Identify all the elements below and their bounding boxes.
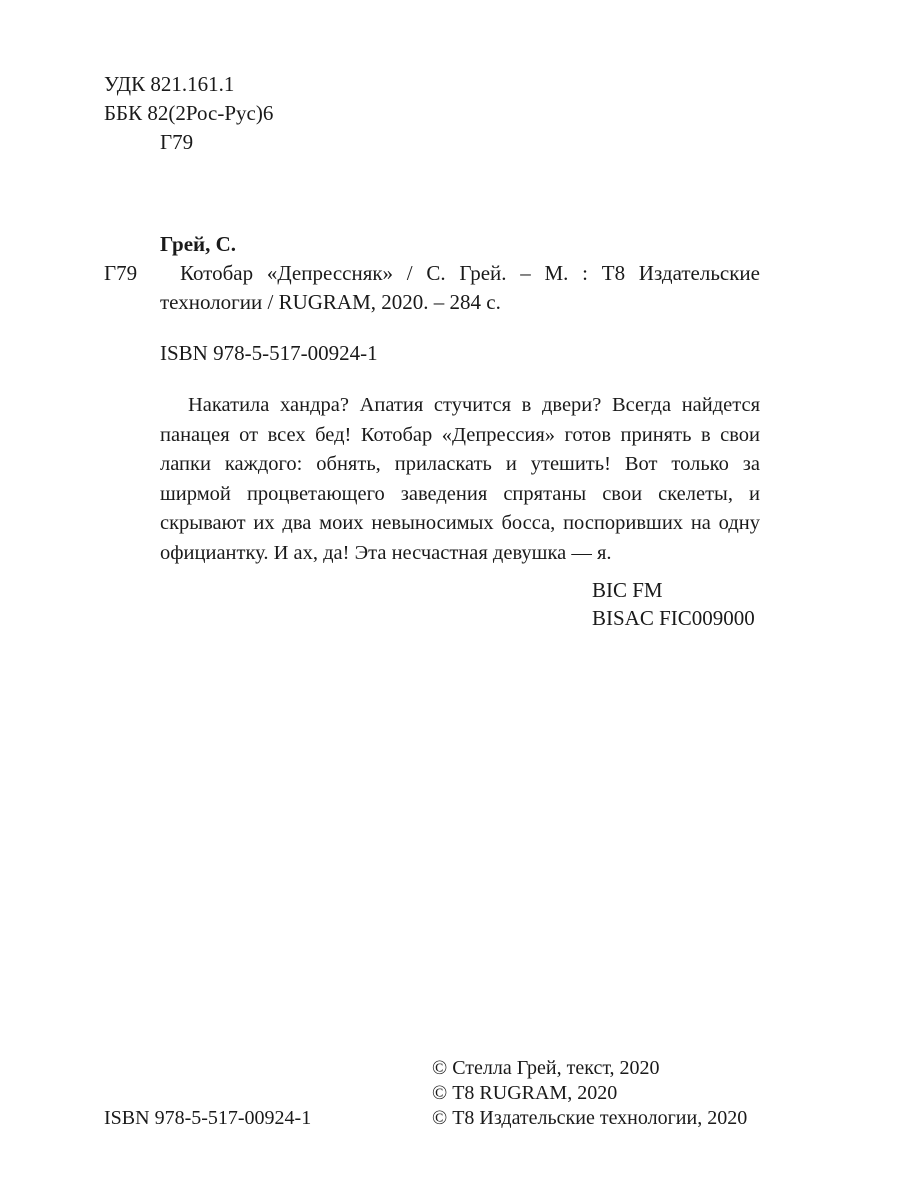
annotation-text: Накатила хандра? Апатия стучится в двери? Всегда найдется панацея от всех бед! Котобар «Депрессия» готов принять в свои лапки каждого: обнять, приласкать и утешить! Вот только за ширмой процветающего заведения спрятаны свои скелеты, и скрывают их два моих невыносимых босса, поспоривших на одну официантку. И ах, да! Эта несчастная девушка — я. (160, 394, 760, 564)
copyright-author: © Стелла Грей, текст, 2020 (432, 1057, 660, 1079)
bisac-code: BISAC FIC009000 (592, 606, 755, 630)
bbk-label: ББК (104, 101, 143, 125)
udk-line (104, 74, 234, 95)
title-line-2: технологии / RUGRAM, 2020. – 284 с. (160, 290, 501, 314)
bbk-value: 82(2Рос-Рус)6 (147, 101, 274, 125)
title-line-1: Котобар «Депрессняк» / С. Грей. – М. : Т8 Издательские (180, 261, 760, 285)
isbn-footer: ISBN 978-5-517-00924-1 (104, 1107, 312, 1129)
copyright-rugram: © Т8 RUGRAM, 2020 (432, 1082, 618, 1104)
udk-label: УДК (104, 72, 146, 96)
author-heading: Грей, С. (160, 232, 237, 256)
bic-code: BIC FM (592, 578, 663, 602)
bbk-line (104, 103, 273, 124)
copyright-publisher: © Т8 Издательские технологии, 2020 (432, 1107, 748, 1129)
udk-value: 821.161.1 (150, 72, 235, 96)
annotation (160, 391, 760, 569)
isbn-record: ISBN 978-5-517-00924-1 (160, 341, 378, 365)
author-mark-record: Г79 (104, 261, 138, 285)
author-mark-top: Г79 (160, 130, 194, 154)
